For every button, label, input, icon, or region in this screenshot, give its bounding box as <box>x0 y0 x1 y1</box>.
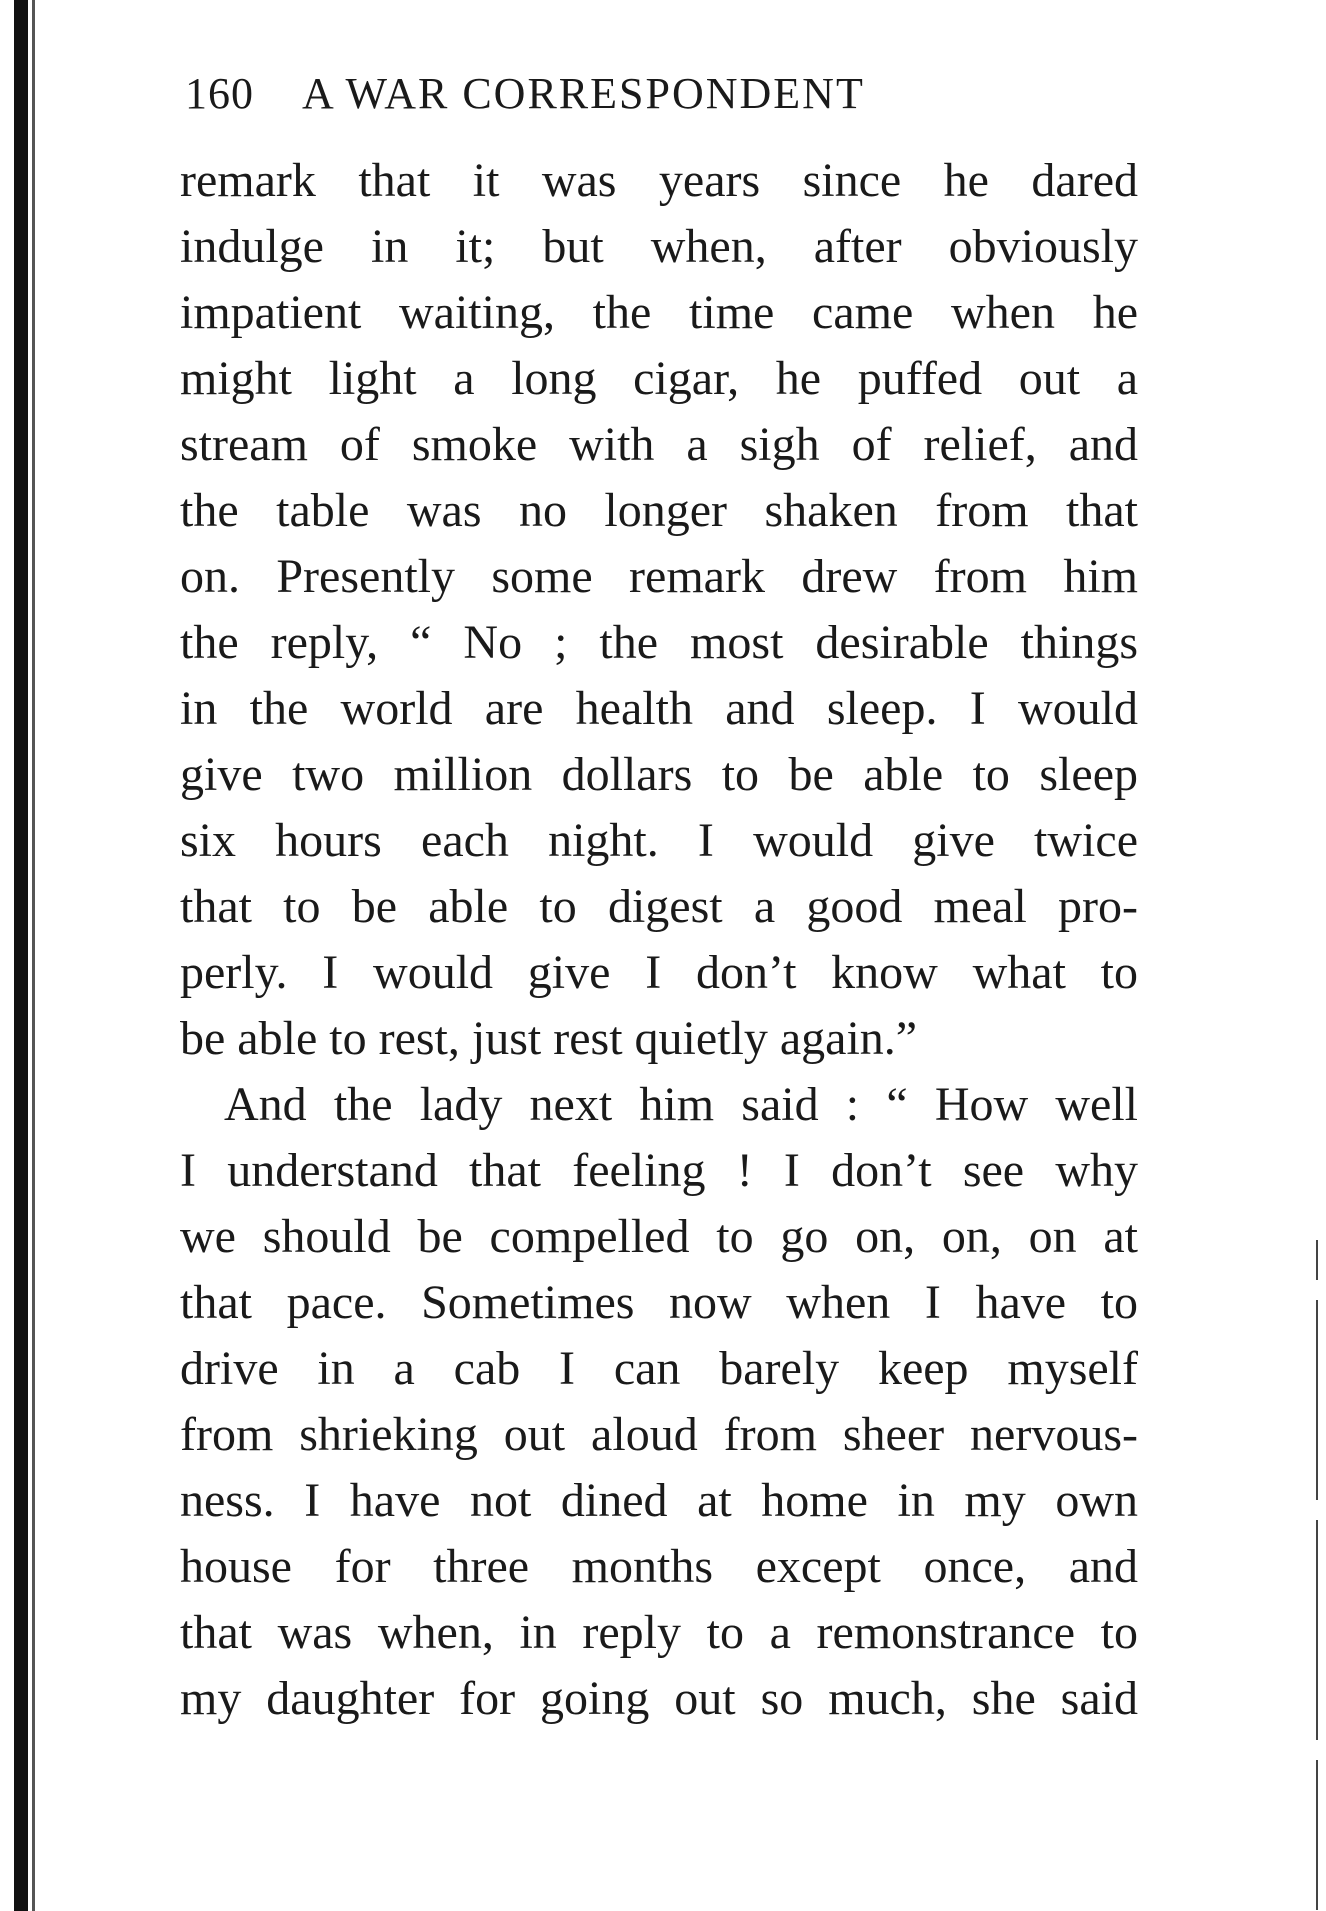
page-right-edge-mark <box>1316 1300 1318 1500</box>
text-line: might light a long cigar, he puffed out a <box>180 352 1138 405</box>
text-line: the reply, “ No ; the most desirable things <box>180 616 1138 669</box>
text-line: six hours each night. I would give twice <box>180 814 1138 867</box>
text-line: perly. I would give I don’t know what to <box>180 946 1138 999</box>
text-line: drive in a cab I can barely keep myself <box>180 1342 1138 1395</box>
page-right-edge-mark <box>1316 1240 1318 1280</box>
text-line: in the world are health and sleep. I would <box>180 682 1138 735</box>
text-line: ness. I have not dined at home in my own <box>180 1474 1138 1527</box>
running-title: A WAR CORRESPONDENT <box>302 69 865 118</box>
page-right-edge-mark <box>1316 1760 1318 1910</box>
text-line: impatient waiting, the time came when he <box>180 286 1138 339</box>
page-binding-edge-shadow <box>32 0 35 1911</box>
text-line: my daughter for going out so much, she said <box>180 1672 1138 1725</box>
text-line: that to be able to digest a good meal pro- <box>180 880 1138 933</box>
text-line: give two million dollars to be able to sleep <box>180 748 1138 801</box>
text-line: from shrieking out aloud from sheer nervous- <box>180 1408 1138 1461</box>
running-header <box>185 68 865 119</box>
text-line: be able to rest, just rest quietly again.” <box>180 1012 918 1065</box>
text-line: remark that it was years since he dared <box>180 154 1138 207</box>
text-line: I understand that feeling ! I don’t see why <box>180 1144 1138 1197</box>
body-text <box>180 148 1138 1732</box>
text-line: indulge in it; but when, after obviously <box>180 220 1138 273</box>
text-line: we should be compelled to go on, on, on at <box>180 1210 1138 1263</box>
text-line: on. Presently some remark drew from him <box>180 550 1138 603</box>
page-number: 160 <box>185 69 254 118</box>
text-line: that was when, in reply to a remonstrance to <box>180 1606 1138 1659</box>
text-line: house for three months except once, and <box>180 1540 1138 1593</box>
paragraph-first-line: And the lady next him said : “ How well <box>224 1078 1138 1131</box>
text-line: the table was no longer shaken from that <box>180 484 1138 537</box>
text-line: stream of smoke with a sigh of relief, and <box>180 418 1138 471</box>
text-line: that pace. Sometimes now when I have to <box>180 1276 1138 1329</box>
page-right-edge-mark <box>1316 1520 1318 1740</box>
page-binding-edge <box>14 0 28 1911</box>
